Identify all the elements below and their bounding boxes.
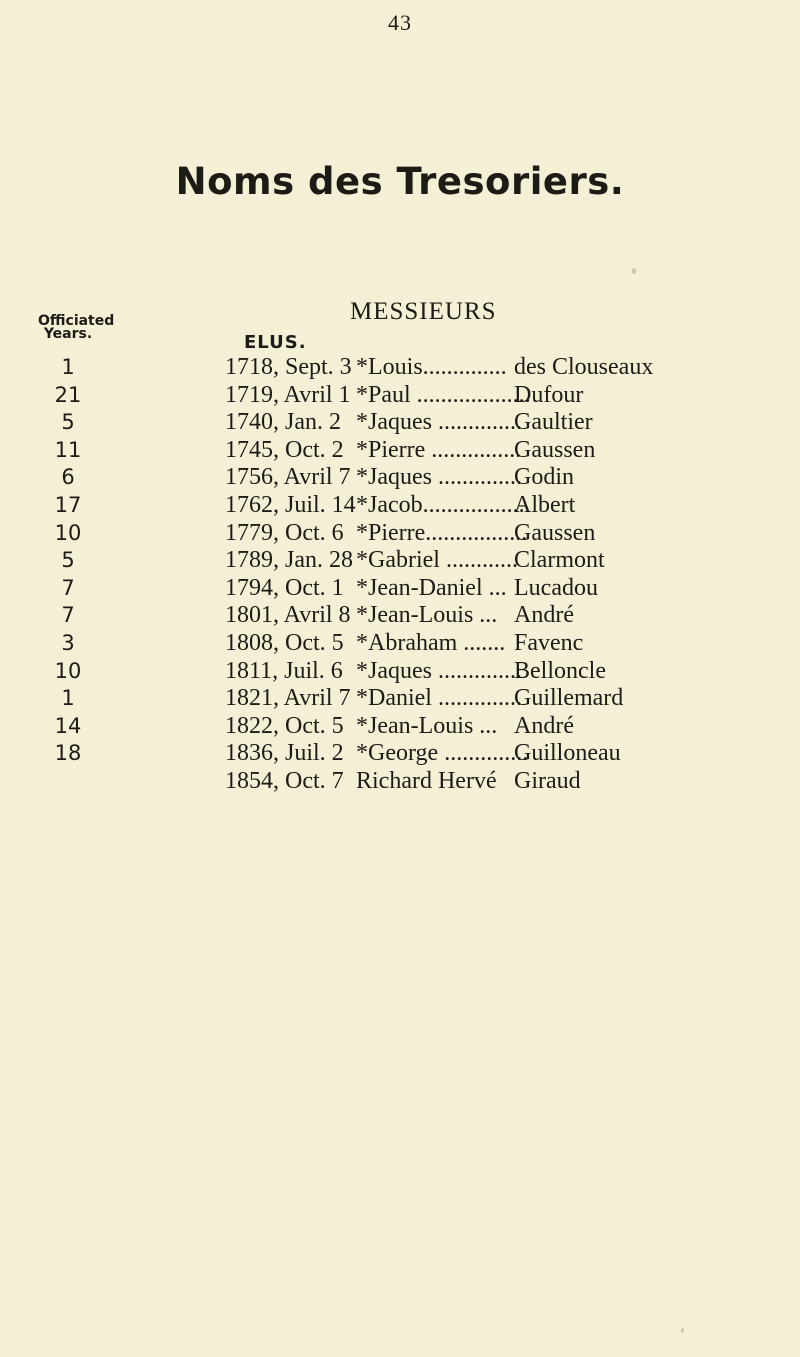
table-row — [0, 602, 800, 630]
section-heading: MESSIEURS — [350, 298, 497, 325]
first-name-cell: *George .............. — [356, 740, 529, 767]
table-row — [0, 740, 800, 768]
paper-speck — [632, 268, 636, 274]
first-name-cell: *Jaques .............. — [356, 409, 522, 436]
surname-cell: Guilloneau — [514, 740, 621, 767]
years-cell: 1 — [61, 686, 75, 711]
page-title: Noms des Tresoriers. — [175, 160, 625, 203]
column-header-elus: ELUS. — [244, 332, 307, 353]
table-row — [0, 382, 800, 410]
table-row — [0, 492, 800, 520]
first-name-cell: *Paul ................... — [356, 381, 531, 408]
surname-cell: Gaussen — [514, 436, 596, 463]
years-cell: 5 — [61, 410, 75, 435]
table-row — [0, 630, 800, 658]
date-cell: 1808, Oct. 5 — [225, 629, 344, 656]
date-cell: 1821, Avril 7 — [225, 685, 351, 712]
first-name-cell: *Jean-Louis ... — [356, 602, 498, 629]
years-cell: 7 — [61, 575, 75, 600]
surname-cell: Lucadou — [514, 574, 598, 601]
table-row — [0, 575, 800, 603]
first-name-cell: *Pierre................. — [356, 519, 528, 546]
table-row — [0, 464, 800, 492]
years-cell: 1 — [61, 355, 75, 379]
surname-cell: Gaussen — [514, 519, 596, 546]
table-row — [0, 658, 800, 686]
table-row — [0, 547, 800, 575]
surname-cell: Albert — [514, 491, 576, 518]
table-row — [0, 713, 800, 741]
years-cell: 7 — [61, 603, 75, 628]
first-name-cell: *Daniel .............. — [356, 685, 522, 712]
years-cell: 17 — [54, 492, 82, 517]
surname-cell: André — [514, 602, 574, 629]
page-number: 43 — [388, 10, 412, 35]
date-cell: 1718, Sept. 3 — [225, 354, 352, 380]
first-name-cell: *Jaques .............. — [356, 657, 522, 684]
table-row — [0, 685, 800, 713]
first-name-cell: *Pierre ............... — [356, 436, 522, 463]
date-cell: 1762, Juil. 14 — [225, 491, 356, 518]
table-row — [0, 437, 800, 465]
surname-cell: Belloncle — [514, 657, 606, 684]
date-cell: 1745, Oct. 2 — [225, 436, 344, 463]
date-cell: 1822, Oct. 5 — [225, 712, 344, 739]
column-header-officiated-years: Officiated Years. — [38, 313, 115, 342]
surname-cell: Giraud — [514, 767, 581, 794]
surname-cell: Dufour — [514, 381, 584, 408]
date-cell: 1789, Jan. 28 — [225, 547, 353, 574]
surname-cell: Gaultier — [514, 409, 593, 436]
years-cell: 3 — [61, 630, 75, 655]
surname-cell: Clarmont — [514, 547, 605, 574]
first-name-cell: *Abraham ....... — [356, 629, 506, 656]
years-cell: 14 — [54, 713, 82, 738]
date-cell: 1836, Juil. 2 — [225, 740, 344, 767]
years-cell: 10 — [54, 520, 82, 545]
first-name-cell: *Jaques .............. — [356, 464, 522, 491]
date-cell: 1794, Oct. 1 — [225, 574, 344, 601]
date-cell: 1756, Avril 7 — [225, 464, 351, 491]
first-name-cell: *Jean-Louis ... — [356, 712, 498, 739]
years-cell: 6 — [61, 465, 75, 490]
first-name-cell: *Jacob................. — [356, 491, 525, 518]
years-cell: 11 — [54, 437, 82, 462]
table-row — [0, 520, 800, 548]
surname-cell: Favenc — [514, 629, 584, 656]
table-row — [0, 354, 800, 382]
date-cell: 1801, Avril 8 — [225, 602, 351, 629]
surname-cell: André — [514, 712, 574, 739]
surname-cell: des Clouseaux — [514, 354, 654, 380]
date-cell: 1779, Oct. 6 — [225, 519, 344, 546]
date-cell: 1811, Juil. 6 — [225, 657, 343, 684]
date-cell: 1719, Avril 1 — [225, 381, 351, 408]
years-cell: 21 — [54, 382, 82, 407]
years-cell: 18 — [54, 741, 82, 766]
first-name-cell: *Louis.............. — [356, 354, 507, 380]
first-name-cell: Richard Hervé — [356, 767, 497, 794]
table-row — [0, 768, 800, 796]
surname-cell: Godin — [514, 464, 574, 491]
surname-cell: Guillemard — [514, 685, 624, 712]
treasurer-list — [0, 354, 800, 796]
date-cell: 1740, Jan. 2 — [225, 409, 341, 436]
first-name-cell: *Jean-Daniel ... — [356, 574, 507, 601]
date-cell: 1854, Oct. 7 — [225, 767, 344, 794]
years-cell: 5 — [61, 548, 75, 573]
paper-speck — [681, 1328, 684, 1333]
first-name-cell: *Gabriel ............ — [356, 547, 518, 574]
years-cell: 10 — [54, 658, 82, 683]
table-row — [0, 409, 800, 437]
